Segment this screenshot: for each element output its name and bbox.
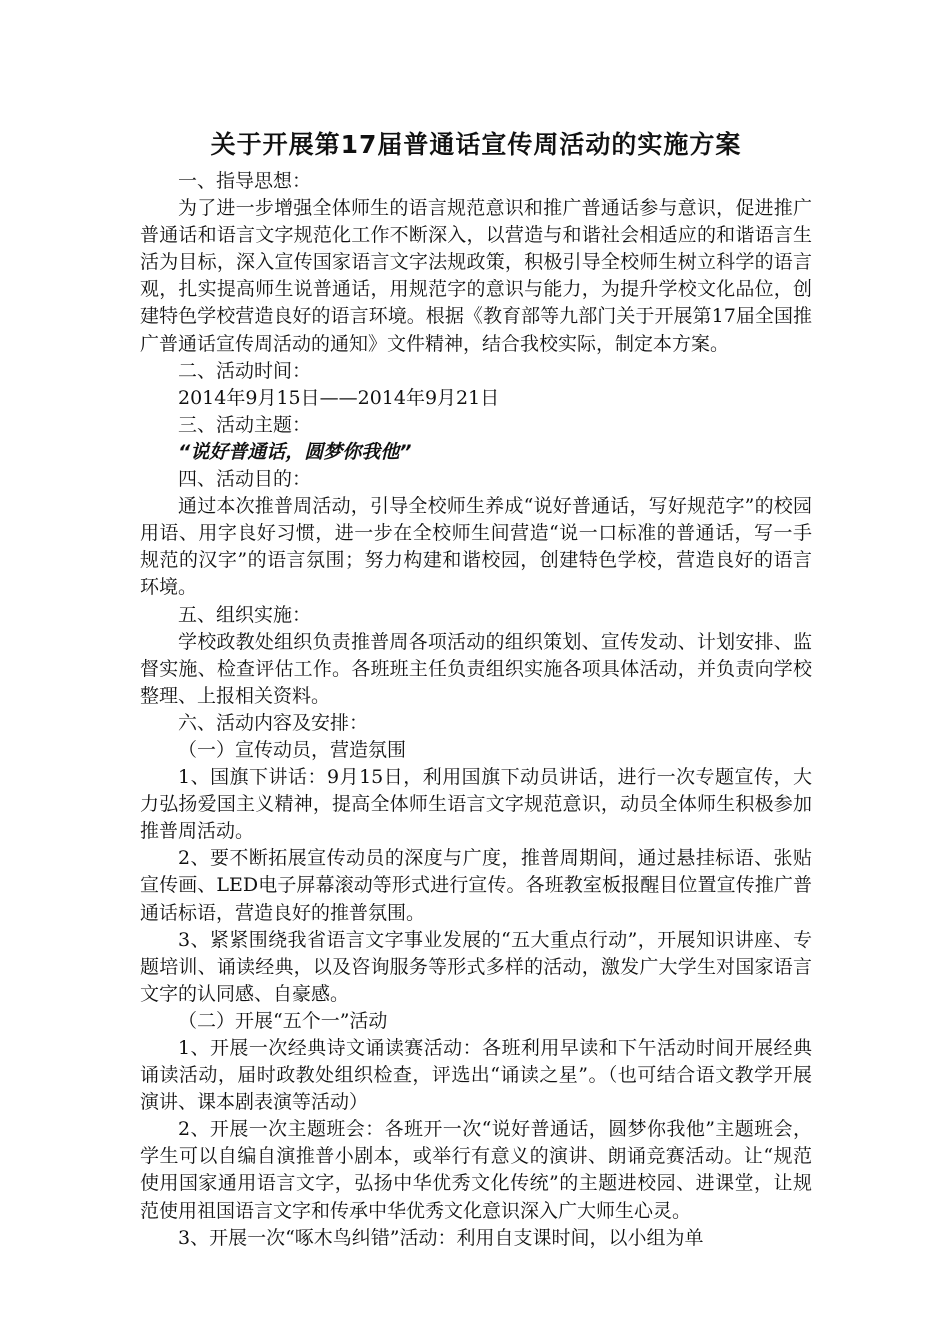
activity-theme-slogan: “说好普通话，圆梦你我他”	[178, 440, 412, 463]
section-heading-organization: 五、组织实施：	[178, 603, 312, 626]
document-page	[140, 128, 812, 1252]
list-item-publicity-expansion: 2、要不断拓展宣传动员的深度与广度，推普周期间，通过悬挂标语、张贴宣传画、LED电子屏幕滚动等形式进行宣传。各班教室板报醒目位置宣传推广普通话标语，营造良好的推普氛围。	[140, 847, 812, 924]
subsection-heading-publicity: （一）宣传动员，营造氛围	[178, 738, 407, 761]
activity-time-range: 2014年9月15日——2014年9月21日	[178, 386, 500, 409]
list-item-woodpecker-correction: 3、开展一次“啄木鸟纠错”活动：利用自支课时间，以小组为单	[178, 1226, 704, 1249]
list-item-theme-class-meeting: 2、开展一次主题班会：各班开一次“说好普通话，圆梦你我他”主题班会，学生可以自编自演推普小剧本，或举行有意义的演讲、朗诵竞赛活动。让“规范使用国家通用语言文字，弘扬中华优秀文化传统”的主题进校园、进课堂，让规范使用祖国语言文字和传承中华优秀文化意识深入广大师生心灵。	[140, 1118, 812, 1222]
list-item-five-key-actions: 3、紧紧围绕我省语言文字事业发展的“五大重点行动”，开展知识讲座、专题培训、诵读经典，以及咨询服务等形式多样的活动，激发广大学生对国家语言文字的认同感、自豪感。	[140, 928, 812, 1005]
section-heading-activity-time: 二、活动时间：	[178, 359, 312, 382]
paragraph-guiding-thought: 为了进一步增强全体师生的语言规范意识和推广普通话参与意识，促进推广普通话和语言文字规范化工作不断深入，以营造与和谐社会相适应的和谐语言生活为目标，深入宣传国家语言文字法规政策，积极引导全校师生树立科学的语言观，扎实提高师生说普通话，用规范字的意识与能力，为提升学校文化品位，创建特色学校营造良好的语言环境。根据《教育部等九部门关于开展第17届全国推广普通话宣传周活动的通知》文件精神，结合我校实际，制定本方案。	[140, 197, 812, 355]
section-heading-activity-purpose: 四、活动目的：	[178, 468, 312, 491]
document-title: 关于开展第17届普通话宣传周活动的实施方案	[210, 130, 742, 159]
section-heading-activity-theme: 三、活动主题：	[178, 413, 312, 436]
subsection-heading-five-ones: （二）开展“五个一”活动	[178, 1009, 388, 1032]
list-item-recitation-contest: 1、开展一次经典诗文诵读赛活动：各班利用早读和下午活动时间开展经典诵读活动，届时政教处组织检查，评选出“诵读之星”。（也可结合语文教学开展演讲、课本剧表演等活动）	[140, 1037, 812, 1114]
list-item-flag-speech: 1、国旗下讲话：9月15日，利用国旗下动员讲话，进行一次专题宣传，大力弘扬爱国主义精神，提高全体师生语言文字规范意识，动员全体师生积极参加推普周活动。	[140, 766, 812, 843]
paragraph-activity-purpose: 通过本次推普周活动，引导全校师生养成“说好普通话，写好规范字”的校园用语、用字良好习惯，进一步在全校师生间营造“说一口标准的普通话，写一手规范的汉字”的语言氛围；努力构建和谐校园，创建特色学校，营造良好的语言环境。	[140, 495, 812, 599]
section-heading-activity-content: 六、活动内容及安排：	[178, 711, 369, 734]
paragraph-organization: 学校政教处组织负责推普周各项活动的组织策划、宣传发动、计划安排、监督实施、检查评估工作。各班班主任负责组织实施各项具体活动，并负责向学校整理、上报相关资料。	[140, 630, 812, 707]
section-heading-guiding-thought: 一、指导思想：	[178, 170, 312, 192]
